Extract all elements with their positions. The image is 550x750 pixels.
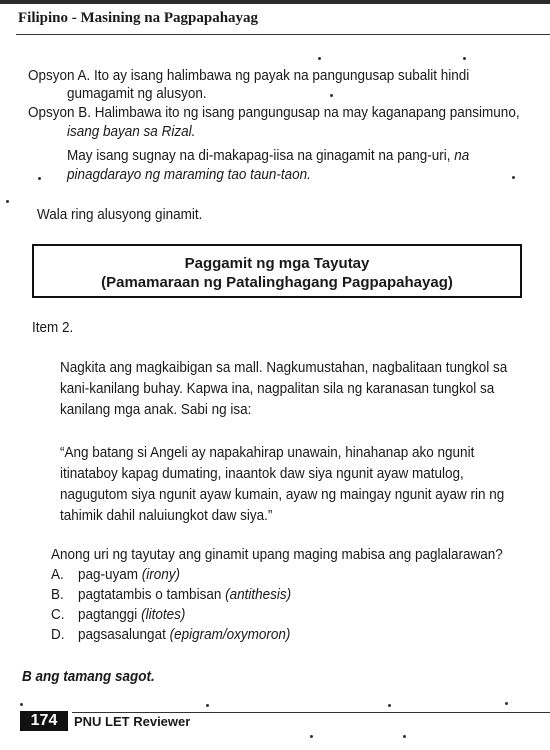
answer-key: B ang tamang sagot.: [22, 668, 155, 685]
quote-line: nagugutom siya ngunit ayaw kumain, ayaw ng maingay ngunit ayaw rin ng: [60, 486, 505, 503]
quote-line: “Ang batang si Angeli ay napakahirap unawain, hinahanap ako ngunit: [60, 444, 475, 461]
choice-a: A. pag-uyam (irony): [51, 566, 181, 583]
option-b-line1: Opsyon B. Halimbawa ito ng isang pangungusap na may kaganapang pansimuno,: [28, 104, 520, 121]
scan-speck: [6, 200, 9, 203]
header-rule: [16, 34, 550, 35]
scan-speck: [20, 703, 23, 706]
footer-title: PNU LET Reviewer: [74, 714, 191, 729]
scan-speck: [505, 702, 508, 705]
question-text: Anong uri ng tayutay ang ginamit upang maging mabisa ang paglalarawan?: [51, 546, 503, 563]
page-number-badge: 174: [20, 711, 68, 731]
running-header-title: Filipino - Masining na Pagpapahayag: [18, 10, 259, 26]
choice-d: D. pagsasalungat (epigram/oxymoron): [51, 626, 291, 643]
scan-speck: [330, 94, 333, 97]
passage-line: Nagkita ang magkaibigan sa mall. Nagkumustahan, nagbalitaan tungkol sa: [60, 359, 508, 376]
header-top-rule: [0, 0, 550, 4]
passage-line: kanilang mga anak. Sabi ng isa:: [60, 401, 252, 418]
option-b-line2: isang bayan sa Rizal.: [67, 123, 196, 140]
scan-speck: [403, 735, 406, 738]
option-b-line4: pinagdarayo ng maraming tao taun-taon.: [67, 166, 311, 183]
section-title: Paggamit ng mga Tayutay: [184, 255, 370, 272]
passage-line: kani-kanilang buhay. Kapwa ina, nagpalitan sila ng karanasan tungkol sa: [60, 380, 495, 397]
scan-speck: [512, 176, 515, 179]
scan-speck: [388, 704, 391, 707]
scan-speck: [318, 57, 321, 60]
scan-speck: [310, 735, 313, 738]
option-b-line3: May isang sugnay na di-makapag-iisa na ginagamit na pang-uri, na: [67, 147, 470, 164]
option-a-line1: Opsyon A. Ito ay isang halimbawa ng payak na pangungusap subalit hindi: [28, 67, 470, 84]
section-title-box: [32, 244, 522, 298]
footer-rule: [72, 712, 550, 713]
section-subtitle: (Pamamaraan ng Patalinghagang Pagpapahayag): [101, 274, 453, 291]
choice-c: C. pagtanggi (litotes): [51, 606, 186, 623]
scan-speck: [463, 57, 466, 60]
option-a-line2: gumagamit ng alusyon.: [67, 85, 207, 102]
scan-speck: [206, 704, 209, 707]
scan-speck: [38, 177, 41, 180]
quote-line: itinataboy kapag dumating, inaantok daw siya ngunit ayaw matulog,: [60, 465, 464, 482]
no-allusion-note: Wala ring alusyong ginamit.: [37, 206, 203, 223]
choice-b: B. pagtatambis o tambisan (antithesis): [51, 586, 292, 603]
quote-line: tahimik dahil naluiungkot daw siya.”: [60, 507, 273, 524]
item-label: Item 2.: [32, 319, 74, 336]
